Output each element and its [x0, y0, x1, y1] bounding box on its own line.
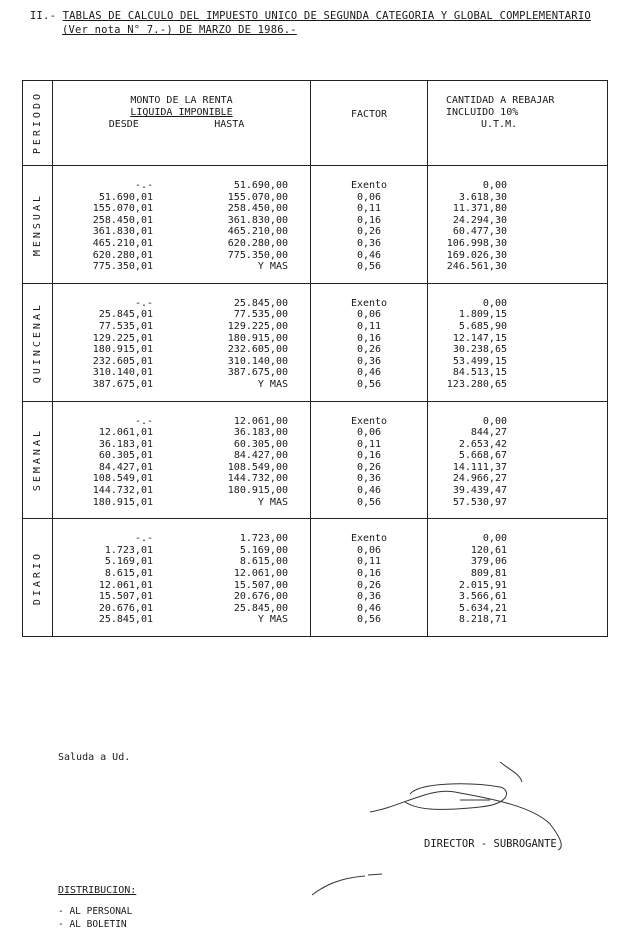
header-prefix: II.- [30, 10, 57, 22]
range-row [53, 215, 310, 227]
desde-value: 51.690,01 [98, 191, 153, 203]
header-factor-cell [311, 81, 428, 166]
range-cell [53, 401, 311, 519]
saluda-text: Saluda a Ud. [58, 752, 131, 763]
cantidad-value: 30.238,65 [452, 344, 507, 356]
header-cantidad-3: U.T.M. [481, 119, 518, 130]
cantidad-value: 123.280,65 [446, 378, 507, 390]
hasta-value: 144.732,00 [227, 473, 288, 485]
range-row [53, 580, 310, 592]
hasta-value: 775.350,00 [227, 249, 288, 261]
header-line-2 [62, 24, 297, 36]
cantidad-value: 844,27 [470, 427, 507, 439]
table-body [23, 166, 608, 637]
desde-value: 5.169,01 [104, 556, 153, 568]
header-cantidad-1: CANTIDAD A REBAJAR [446, 95, 555, 106]
desde-value: 144.732,01 [92, 485, 153, 497]
range-cell [53, 166, 311, 284]
cantidad-value: 39.439,47 [452, 485, 507, 497]
factor-value: Exento [350, 415, 388, 427]
cantidad-value: 5.634,21 [458, 602, 507, 614]
hasta-value: 180.915,00 [227, 485, 288, 497]
header-title: TABLAS DE CALCULO DEL IMPUESTO UNICO DE SEGUNDA CATEGORIA Y GLOBAL COMPLEMENTARIO [62, 10, 591, 22]
range-row [53, 344, 310, 356]
range-row [53, 545, 310, 557]
range-row [53, 250, 310, 262]
desde-value: 129.225,01 [92, 332, 153, 344]
cantidad-value: 53.499,15 [452, 355, 507, 367]
factor-value: 0,26 [356, 461, 382, 473]
header-monto-1: MONTO DE LA RENTA [130, 95, 233, 106]
cantidad-value: 14.111,37 [452, 461, 507, 473]
range-row [53, 333, 310, 345]
range-row [53, 614, 310, 626]
range-row [53, 309, 310, 321]
range-cell [53, 283, 311, 401]
header-cantidad-cell [428, 81, 608, 166]
desde-value: 25.845,01 [98, 614, 153, 626]
header-desde: DESDE [108, 119, 139, 130]
desde-value: 108.549,01 [92, 473, 153, 485]
hasta-value: 361.830,00 [227, 214, 288, 226]
desde-value: 25.845,01 [98, 309, 153, 321]
range-row [53, 238, 310, 250]
factor-value: 0,06 [356, 191, 382, 203]
factor-value: 0,11 [356, 438, 382, 450]
periodo-cell [23, 519, 53, 637]
hasta-value: 25.845,00 [233, 602, 288, 614]
range-row [53, 203, 310, 215]
range-row [53, 473, 310, 485]
hasta-value: 25.845,00 [233, 297, 288, 309]
range-row [53, 485, 310, 497]
cantidad-value: 809,81 [470, 568, 507, 580]
factor-value: 0,36 [356, 237, 382, 249]
hasta-value: 5.169,00 [239, 544, 288, 556]
hasta-value: 20.676,00 [233, 591, 288, 603]
desde-value: 15.507,01 [98, 591, 153, 603]
factor-cell [311, 283, 428, 401]
desde-value: 77.535,01 [98, 320, 153, 332]
factor-value: 0,16 [356, 568, 382, 580]
factor-value: 0,16 [356, 332, 382, 344]
factor-value: 0,46 [356, 485, 382, 497]
desde-value: 84.427,01 [98, 461, 153, 473]
cantidad-cell [428, 166, 608, 284]
range-row [53, 321, 310, 333]
initials-stroke [312, 874, 382, 895]
cantidad-cell [428, 283, 608, 401]
factor-cell [311, 166, 428, 284]
hasta-value: 180.915,00 [227, 332, 288, 344]
desde-value: -.- [134, 180, 153, 191]
desde-value: 12.061,01 [98, 579, 153, 591]
cantidad-value: 12.147,15 [452, 332, 507, 344]
desde-value: 465.210,01 [92, 237, 153, 249]
hasta-value: Y MAS [257, 261, 288, 273]
range-cell [53, 519, 311, 637]
initials-mark [310, 870, 390, 898]
cantidad-value: 0,00 [482, 533, 507, 545]
periodo-cell [23, 283, 53, 401]
hasta-value: 77.535,00 [233, 309, 288, 321]
desde-value: 155.070,01 [92, 203, 153, 215]
factor-value: Exento [350, 533, 388, 545]
range-row [53, 416, 310, 428]
desde-value: 36.183,01 [98, 438, 153, 450]
periodo-label: SEMANAL [32, 428, 43, 492]
range-row [53, 603, 310, 615]
desde-value: 8.615,01 [104, 568, 153, 580]
cantidad-value: 2.653,42 [458, 438, 507, 450]
hasta-value: 36.183,00 [233, 427, 288, 439]
hasta-value: 1.723,00 [239, 533, 288, 545]
range-row [53, 427, 310, 439]
cantidad-value: 11.371,80 [452, 203, 507, 215]
header-periodo: PERIODO [32, 91, 43, 155]
table-section-row [23, 166, 608, 284]
signer-title: DIRECTOR - SUBROGANTE [424, 838, 557, 850]
cantidad-value: 0,00 [482, 415, 507, 427]
periodo-label: MENSUAL [32, 192, 43, 256]
table-header-row [23, 81, 608, 166]
periodo-cell [23, 401, 53, 519]
desde-value: 620.280,01 [92, 249, 153, 261]
factor-value: 0,11 [356, 556, 382, 568]
factor-value: Exento [350, 180, 388, 191]
range-row [53, 379, 310, 391]
hasta-value: 15.507,00 [233, 579, 288, 591]
factor-value: 0,46 [356, 367, 382, 379]
cantidad-value: 0,00 [482, 297, 507, 309]
hasta-value: 155.070,00 [227, 191, 288, 203]
hasta-value: 465.210,00 [227, 226, 288, 238]
signature-stroke [370, 762, 561, 850]
factor-value: 0,11 [356, 203, 382, 215]
factor-value: 0,06 [356, 427, 382, 439]
hasta-value: 232.605,00 [227, 344, 288, 356]
desde-value: 232.605,01 [92, 355, 153, 367]
range-row [53, 462, 310, 474]
table-section-row [23, 401, 608, 519]
range-row [53, 356, 310, 368]
factor-cell [311, 519, 428, 637]
cantidad-value: 24.294,30 [452, 214, 507, 226]
factor-value: 0,06 [356, 309, 382, 321]
factor-value: 0,11 [356, 320, 382, 332]
range-row [53, 367, 310, 379]
header-line-1 [30, 10, 591, 22]
factor-value: 0,36 [356, 591, 382, 603]
hasta-value: 310.140,00 [227, 355, 288, 367]
cantidad-value: 3.566,61 [458, 591, 507, 603]
hasta-value: 620.280,00 [227, 237, 288, 249]
tax-table [22, 80, 608, 637]
range-row [53, 450, 310, 462]
periodo-cell [23, 166, 53, 284]
desde-value: -.- [134, 533, 153, 545]
range-row [53, 591, 310, 603]
cantidad-value: 246.561,30 [446, 261, 507, 273]
desde-value: 387.675,01 [92, 378, 153, 390]
cantidad-cell [428, 519, 608, 637]
cantidad-value: 5.668,67 [458, 450, 507, 462]
hasta-value: 108.549,00 [227, 461, 288, 473]
cantidad-value: 84.513,15 [452, 367, 507, 379]
range-row [53, 192, 310, 204]
cantidad-value: 120,61 [470, 544, 507, 556]
factor-value: 0,16 [356, 214, 382, 226]
desde-value: 1.723,01 [104, 544, 153, 556]
factor-value: 0,46 [356, 249, 382, 261]
factor-value: 0,36 [356, 473, 382, 485]
table-section-row [23, 283, 608, 401]
range-row [53, 180, 310, 192]
range-row [53, 556, 310, 568]
factor-value: 0,26 [356, 344, 382, 356]
distribution-item: - AL PERSONAL [58, 906, 133, 917]
hasta-value: 60.305,00 [233, 438, 288, 450]
periodo-label: QUINCENAL [32, 301, 43, 383]
periodo-label: DIARIO [32, 550, 43, 605]
factor-value: 0,26 [356, 226, 382, 238]
hasta-value: 258.450,00 [227, 203, 288, 215]
hasta-value: Y MAS [257, 378, 288, 390]
desde-value: 361.830,01 [92, 226, 153, 238]
desde-value: 180.915,01 [92, 344, 153, 356]
factor-value: 0,56 [356, 261, 382, 273]
desde-value: -.- [134, 415, 153, 427]
range-row [53, 497, 310, 509]
hasta-value: 51.690,00 [233, 180, 288, 191]
cantidad-value: 169.026,30 [446, 249, 507, 261]
header-periodo-cell [23, 81, 53, 166]
header-monto-2: LIQUIDA IMPONIBLE [130, 107, 233, 118]
hasta-value: 12.061,00 [233, 568, 288, 580]
factor-value: 0,46 [356, 602, 382, 614]
hasta-value: 129.225,00 [227, 320, 288, 332]
header-subtitle: (Ver nota N° 7.-) DE MARZO DE 1986.- [62, 24, 297, 36]
factor-value: 0,56 [356, 378, 382, 390]
cantidad-value: 60.477,30 [452, 226, 507, 238]
desde-value: -.- [134, 297, 153, 309]
factor-value: 0,36 [356, 355, 382, 367]
hasta-value: 387.675,00 [227, 367, 288, 379]
cantidad-value: 106.998,30 [446, 237, 507, 249]
hasta-value: 12.061,00 [233, 415, 288, 427]
factor-value: 0,06 [356, 544, 382, 556]
cantidad-value: 0,00 [482, 180, 507, 191]
hasta-value: Y MAS [257, 496, 288, 508]
distribution-title: DISTRIBUCION: [58, 885, 137, 896]
desde-value: 310.140,01 [92, 367, 153, 379]
cantidad-value: 5.685,90 [458, 320, 507, 332]
cantidad-value: 24.966,27 [452, 473, 507, 485]
header-monto-cell [53, 81, 311, 166]
cantidad-value: 57.530,97 [452, 496, 507, 508]
range-row [53, 261, 310, 273]
factor-cell [311, 401, 428, 519]
hasta-value: Y MAS [257, 614, 288, 626]
hasta-value: 8.615,00 [239, 556, 288, 568]
range-row [53, 533, 310, 545]
factor-value: 0,26 [356, 579, 382, 591]
desde-value: 258.450,01 [92, 214, 153, 226]
desde-value: 775.350,01 [92, 261, 153, 273]
cantidad-cell [428, 401, 608, 519]
hasta-value: 84.427,00 [233, 450, 288, 462]
cantidad-value: 3.618,30 [458, 191, 507, 203]
range-row [53, 226, 310, 238]
cantidad-value: 8.218,71 [458, 614, 507, 626]
factor-value: 0,56 [356, 614, 382, 626]
cantidad-value: 2.015,91 [458, 579, 507, 591]
range-row [53, 568, 310, 580]
desde-value: 180.915,01 [92, 496, 153, 508]
header-cantidad-2: INCLUIDO 10% [446, 107, 519, 118]
range-row [53, 439, 310, 451]
factor-value: 0,56 [356, 496, 382, 508]
range-row [53, 298, 310, 310]
cantidad-value: 379,06 [470, 556, 507, 568]
desde-value: 12.061,01 [98, 427, 153, 439]
table-section-row [23, 519, 608, 637]
header-factor: FACTOR [350, 109, 388, 120]
distribution-item: - AL BOLETIN [58, 919, 127, 930]
header-hasta: HASTA [214, 119, 245, 130]
factor-value: Exento [350, 297, 388, 309]
desde-value: 20.676,01 [98, 602, 153, 614]
cantidad-value: 1.809,15 [458, 309, 507, 321]
factor-value: 0,16 [356, 450, 382, 462]
desde-value: 60.305,01 [98, 450, 153, 462]
